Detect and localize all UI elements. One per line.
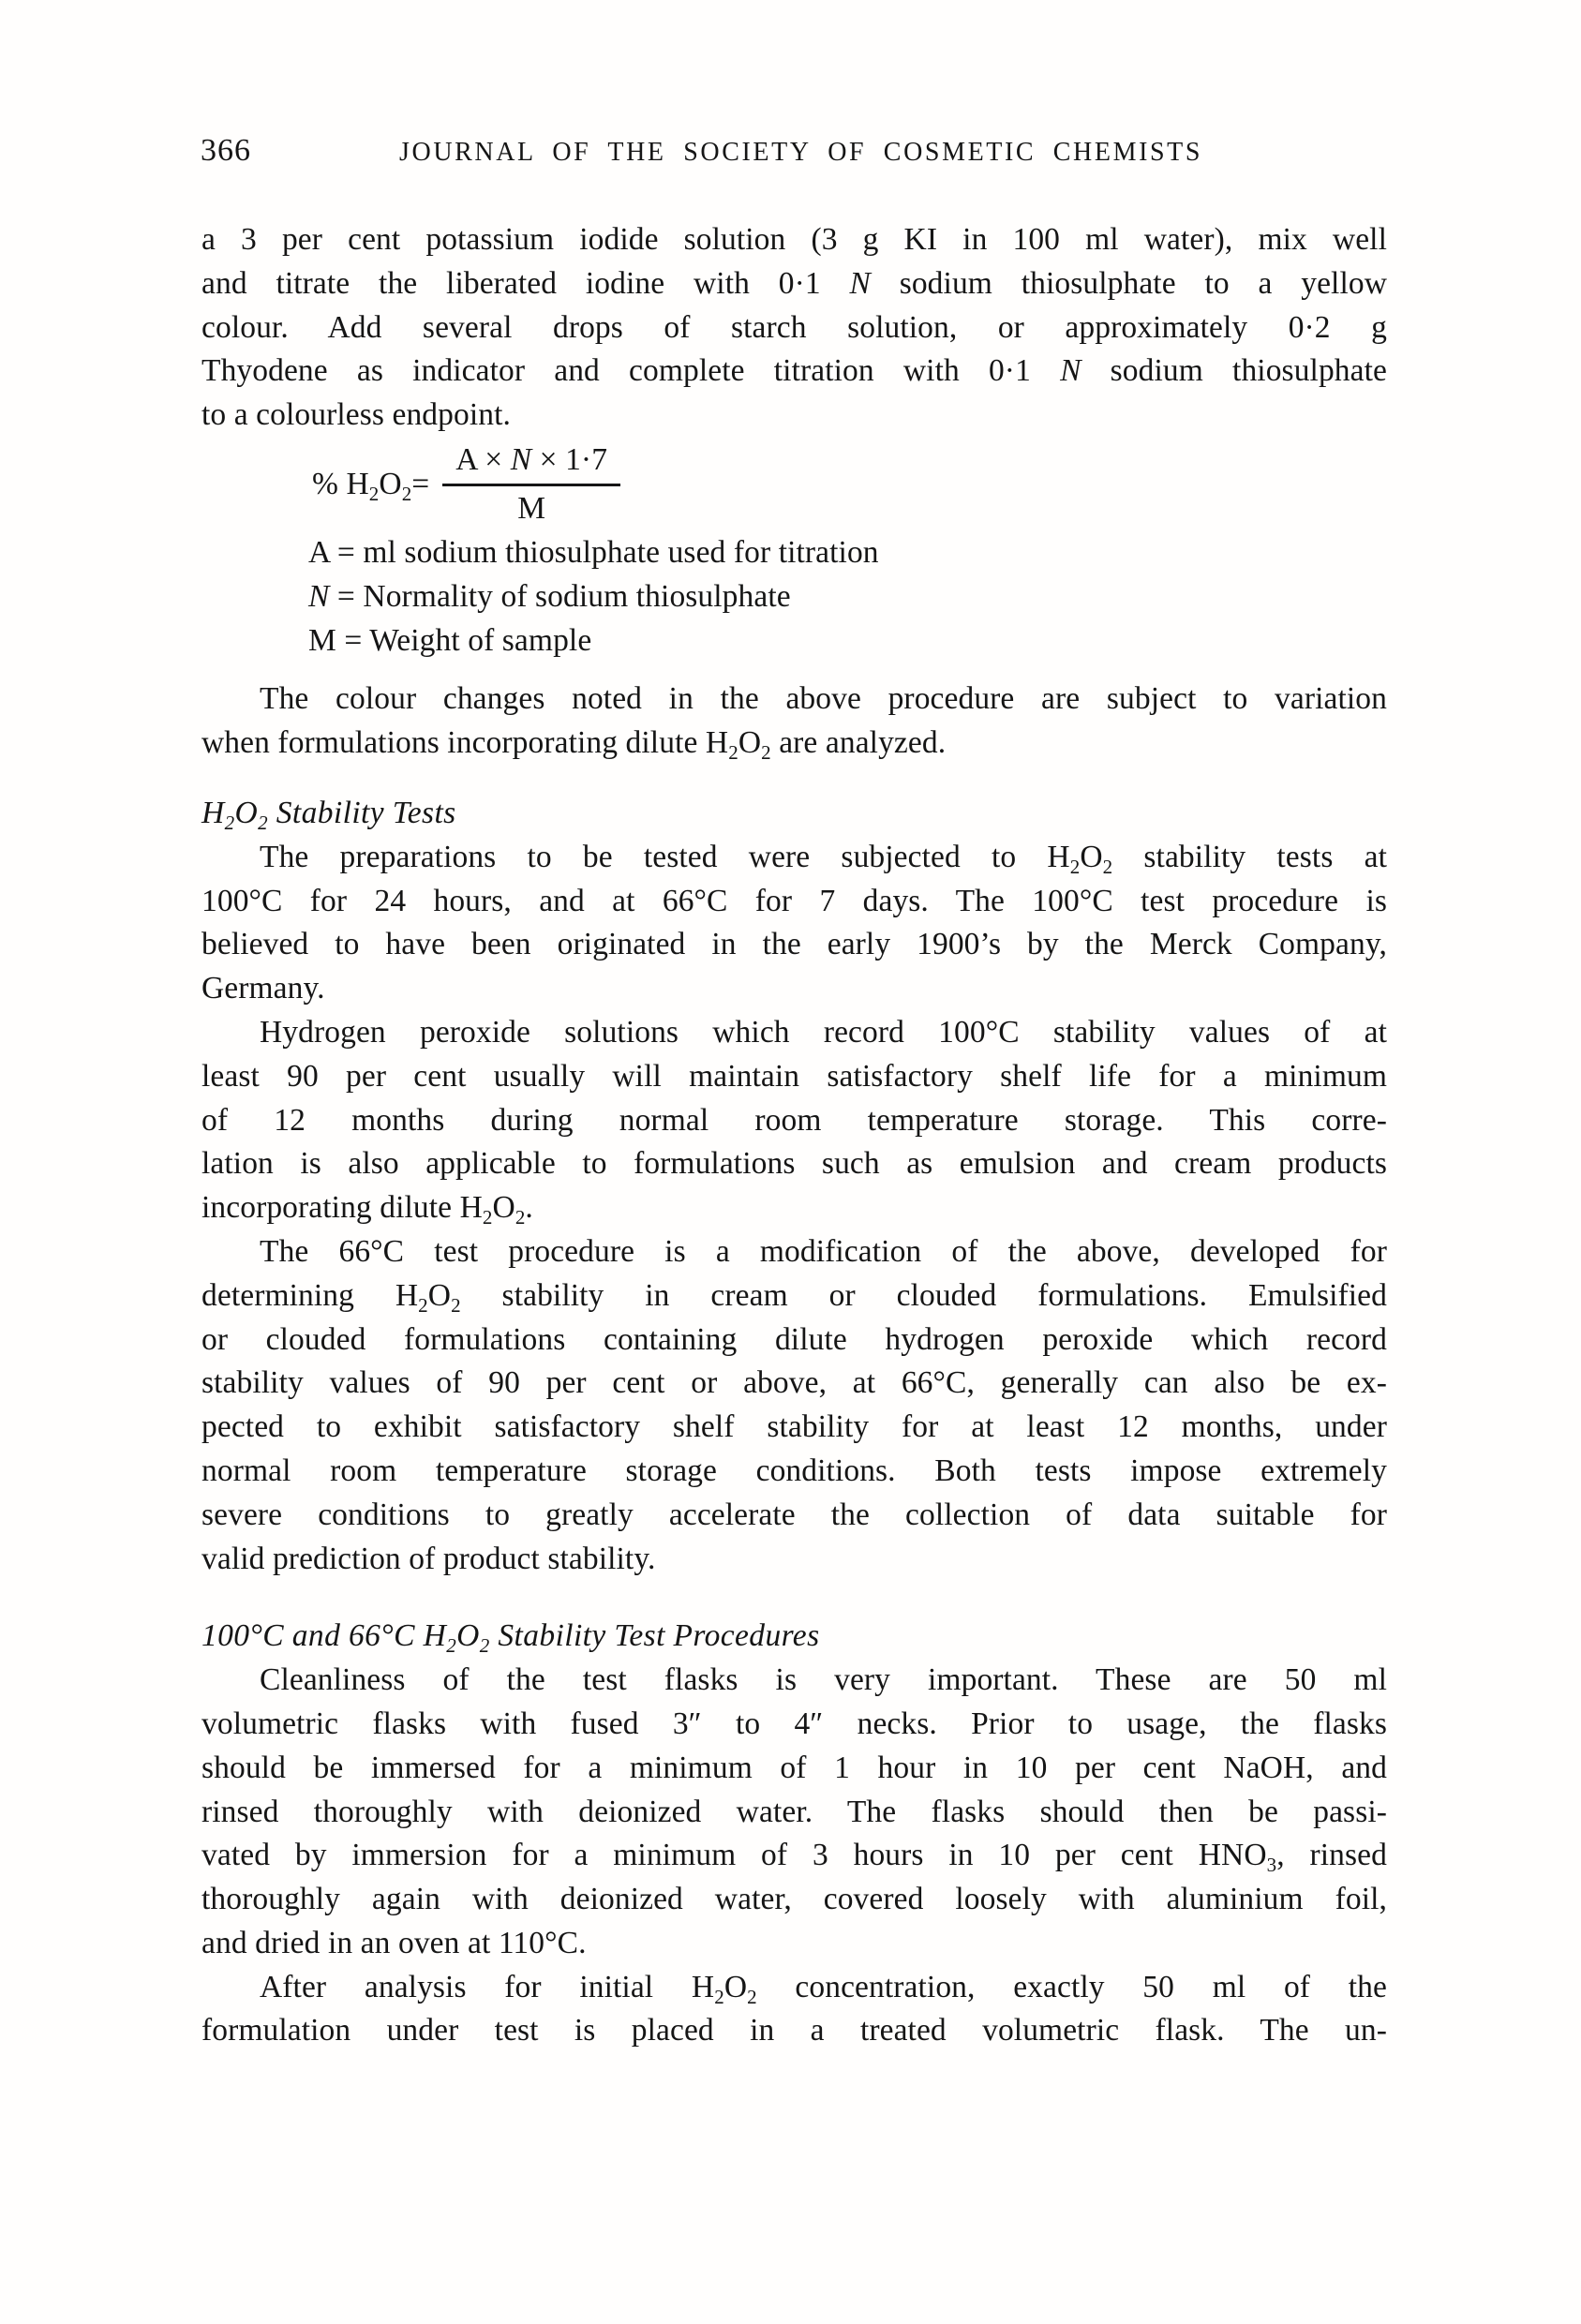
text-line: stability values of 90 per cent or above, at 66°C, generally can also be ex-	[201, 1365, 1387, 1401]
paragraph-66c-test	[201, 1230, 1387, 1581]
variable-definitions	[201, 531, 1387, 663]
text-line: The 66°C test procedure is a modification of the above, developed for	[260, 1233, 1387, 1269]
formula-lhs: % $H_2O_2=$	[312, 466, 430, 505]
text-line: severe conditions to greatly accelerate the collection of data suitable for	[201, 1497, 1387, 1532]
text-line: to a colourless endpoint.	[201, 397, 511, 433]
formula-denominator: M	[517, 490, 546, 526]
text-line: After analysis for initial $H_2O_2$ concentration, exactly 50 ml of the	[260, 1969, 1387, 2008]
text-line: incorporating dilute $H_2O_2$.	[201, 1190, 533, 1229]
h2o2-percent-formula	[201, 438, 1387, 531]
text-line: volumetric flasks with fused 3″ to 4″ necks. Prior to usage, the flasks	[201, 1706, 1387, 1741]
text-line: a 3 per cent potassium iodide solution (3 g KI in 100 ml water), mix well	[201, 222, 1387, 257]
text-line: determining $H_2O_2$ stability in cream or clouded formulations. Emulsified	[201, 1277, 1387, 1317]
section-heading-stability-tests: $H_2O_2$ Stability Tests	[201, 795, 456, 834]
text-line: M = Weight of sample	[308, 622, 592, 658]
paragraph-after-analysis	[201, 1966, 1387, 2054]
text-line: pected to exhibit satisfactory shelf stability for at least 12 months, under	[201, 1409, 1387, 1445]
page-number: 366	[201, 133, 251, 168]
text-line: thoroughly again with deionized water, covered loosely with aluminium foil,	[201, 1882, 1387, 1917]
text-line: valid prediction of product stability.	[201, 1541, 656, 1576]
text-line: of 12 months during normal room temperature storage. This corre-	[201, 1102, 1387, 1138]
text-line: Germany.	[201, 971, 325, 1006]
paragraph-hydrogen-peroxide	[201, 1011, 1387, 1230]
text-line: when formulations incorporating dilute $H_2O_2$ are analyzed.	[201, 725, 947, 765]
formula-numerator: A × N × 1·7	[442, 441, 620, 486]
text-line: A = ml sodium thiosulphate used for titration	[308, 534, 879, 570]
page-header	[0, 133, 1581, 174]
text-line: Thyodene as indicator and complete titration with 0·1 N sodium thiosulphate	[201, 353, 1387, 389]
paragraph-preparations	[201, 836, 1387, 1011]
paragraph-colour-changes	[201, 678, 1387, 766]
text-line: colour. Add several drops of starch solution, or approximately 0·2 g	[201, 309, 1387, 345]
text-line: should be immersed for a minimum of 1 hour in 10 per cent NaOH, and	[201, 1750, 1387, 1785]
text-line: and dried in an oven at 110°C.	[201, 1925, 587, 1960]
text-line: rinsed thoroughly with deionized water. The flasks should then be passi-	[201, 1794, 1387, 1829]
text-line: formulation under test is placed in a treated volumetric flask. The un-	[201, 2013, 1387, 2048]
section-heading-test-procedures: 100°C and 66°C $H_2O_2$ Stability Test Procedures	[201, 1618, 820, 1658]
paragraph-titration	[201, 218, 1387, 438]
journal-title: JOURNAL OF THE SOCIETY OF COSMETIC CHEMISTS	[399, 138, 1203, 167]
text-line: Cleanliness of the test flasks is very important. These are 50 ml	[260, 1662, 1387, 1698]
formula-fraction	[442, 441, 620, 528]
text-line: lation is also applicable to formulations such as emulsion and cream products	[201, 1146, 1387, 1182]
text-line: or clouded formulations containing dilute hydrogen peroxide which record	[201, 1321, 1387, 1357]
text-line: least 90 per cent usually will maintain satisfactory shelf life for a minimum	[201, 1058, 1387, 1094]
text-column	[201, 218, 1387, 2053]
paragraph-cleanliness	[201, 1659, 1387, 1966]
text-line: Hydrogen peroxide solutions which record 100°C stability values of at	[260, 1014, 1387, 1050]
text-line: believed to have been originated in the early 1900’s by the Merck Company,	[201, 927, 1387, 962]
text-line: and titrate the liberated iodine with 0·1 N sodium thiosulphate to a yellow	[201, 265, 1387, 301]
text-line: N = Normality of sodium thiosulphate	[308, 578, 791, 614]
text-line: The colour changes noted in the above procedure are subject to variation	[260, 681, 1387, 717]
text-line: normal room temperature storage conditions. Both tests impose extremely	[201, 1452, 1387, 1488]
text-line: vated by immersion for a minimum of 3 hours in 10 per cent $HNO_3$, rinsed	[201, 1838, 1387, 1877]
text-line: The preparations to be tested were subjected to $H_2O_2$ stability tests at	[260, 839, 1387, 878]
text-line: 100°C for 24 hours, and at 66°C for 7 days. The 100°C test procedure is	[201, 883, 1387, 918]
